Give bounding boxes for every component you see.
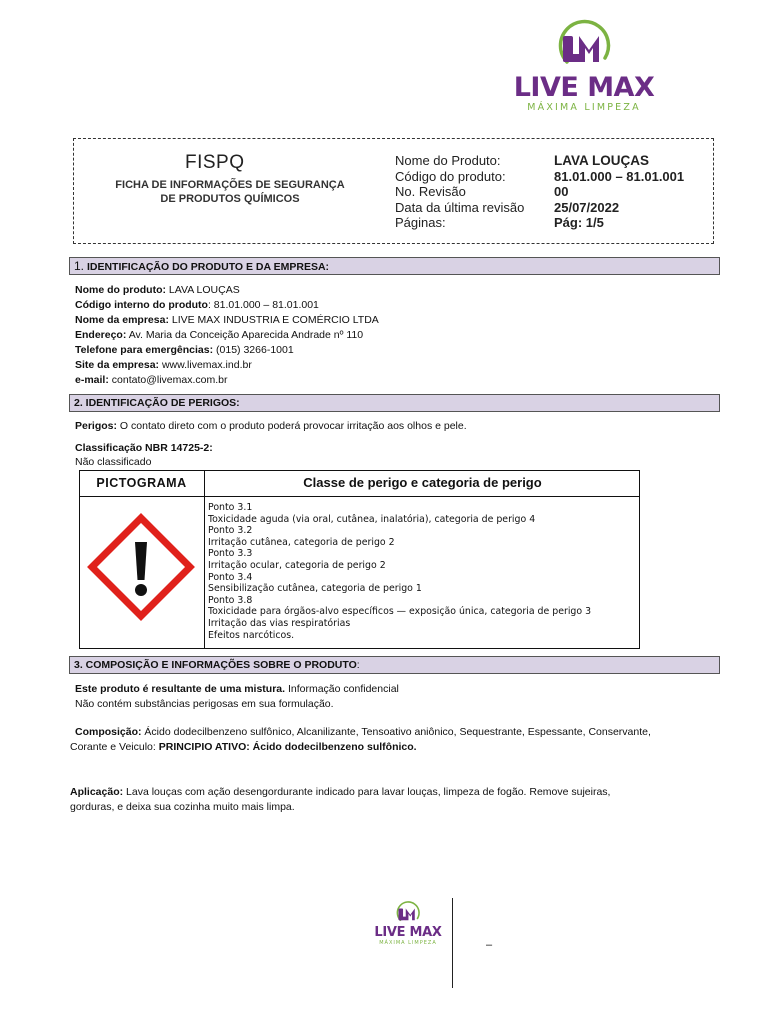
hazard-table-header-pictogram: PICTOGRAMA — [79, 470, 205, 497]
hazard-item: Ponto 3.8 — [208, 594, 253, 606]
section-3-title: 3. COMPOSIÇÃO E INFORMAÇÕES SOBRE O PRODUTO — [74, 659, 357, 671]
hazards-label: Perigos: — [75, 420, 118, 432]
hazard-item: Toxicidade aguda (via oral, cutânea, inalatória), categoria de perigo 4 — [208, 513, 536, 525]
hazard-item: Irritação das vias respiratórias — [208, 617, 351, 629]
hazard-item: Ponto 3.2 — [208, 525, 253, 537]
active-ingredient: PRINCIPIO ATIVO: Ácido dodecilbenzeno sulfônico. — [158, 741, 417, 753]
brand-logo — [508, 18, 660, 114]
field-label: Telefone para emergências: — [75, 344, 214, 356]
field-value: www.livemax.ind.br — [159, 359, 252, 371]
hazard-item: Irritação ocular, categoria de perigo 2 — [208, 559, 386, 571]
section-1-header — [69, 257, 720, 275]
meta-value-product-code: 81.01.000 – 81.01.001 — [554, 168, 685, 184]
field-address — [75, 328, 379, 343]
field-label: Código interno do produto — [75, 299, 208, 311]
hazards-statement — [75, 419, 467, 434]
section-1-title: IDENTIFICAÇÃO DO PRODUTO E DA EMPRESA: — [86, 261, 330, 273]
classification-label: Classificação NBR 14725-2: — [75, 442, 213, 454]
hazard-item: Sensibilização cutânea, categoria de perigo 1 — [208, 583, 422, 595]
field-label: Endereço: — [75, 329, 127, 341]
field-value: : 81.01.000 – 81.01.001 — [207, 299, 319, 311]
section-2-header: 2. IDENTIFICAÇÃO DE PERIGOS: — [69, 394, 720, 412]
hazards-text: O contato direto com o produto poderá provocar irritação aos olhos e pele. — [117, 420, 467, 432]
hazard-item: Toxicidade para órgãos-alvo específicos — exposição única, categoria de perigo 3 — [208, 606, 592, 618]
section-1-number: 1. — [74, 259, 85, 273]
footer-page-dash: – — [486, 939, 493, 951]
meta-label-product-code: Código do produto: — [395, 168, 506, 184]
field-product-name — [75, 283, 379, 298]
field-label: e-mail: — [75, 374, 109, 386]
meta-value-pages: Pág: 1/5 — [554, 215, 604, 230]
meta-value-product-name: LAVA LOUÇAS — [554, 153, 649, 168]
field-value: LIVE MAX INDUSTRIA E COMÉRCIO LTDA — [168, 314, 379, 326]
application-text-line2: gorduras, e deixa sua cozinha muito mais limpa. — [70, 801, 295, 813]
field-label: Nome da empresa: — [75, 314, 169, 326]
hazard-pictogram-cell — [79, 497, 205, 649]
mixture-label: Este produto é resultante de uma mistura. — [75, 683, 286, 695]
meta-value-revision: 00 — [554, 184, 569, 199]
exclamation-mark-hazard-icon — [86, 512, 196, 622]
hazard-item: Irritação cutânea, categoria de perigo 2 — [208, 536, 395, 548]
field-email — [75, 373, 379, 388]
product-meta-labels — [395, 153, 524, 231]
classification-value: Não classificado — [75, 456, 152, 468]
subtitle-line-2: DE PRODUTOS QUÍMICOS — [160, 193, 300, 205]
mixture-text: Informação confidencial — [285, 683, 399, 695]
footer-logo — [368, 900, 448, 947]
footer-brand-name: LIVE MAX — [374, 925, 442, 940]
field-company-name — [75, 313, 379, 328]
footer-divider — [452, 898, 453, 988]
composition-text-line2: Corante e Veiculo: — [70, 741, 159, 753]
field-label: Site da empresa: — [75, 359, 160, 371]
field-label: Nome do produto: — [75, 284, 166, 296]
field-value: LAVA LOUÇAS — [165, 284, 240, 296]
product-meta-values — [554, 153, 684, 231]
field-value: Av. Maria da Conceição Aparecida Andrade nº 110 — [126, 329, 364, 341]
mixture-info — [75, 682, 399, 712]
meta-label-pages: Páginas: — [395, 215, 446, 230]
application — [70, 785, 720, 815]
subtitle-line-1: FICHA DE INFORMAÇÕES DE SEGURANÇA — [115, 179, 345, 191]
field-value: contato@livemax.com.br — [108, 374, 228, 386]
brand-tagline: MÁXIMA LIMPEZA — [527, 102, 641, 113]
composition-text-line1: Ácido dodecilbenzeno sulfônico, Alcanilizante, Tensoativo aniônico, Sequestrante, Espessante, Conservante, — [141, 726, 651, 738]
application-text-line1: Lava louças com ação desengordurante indicado para lavar louças, limpeza de fogão. Remove sujeiras, — [123, 786, 611, 798]
field-internal-code — [75, 298, 379, 313]
hazard-table-header-class: Classe de perigo e categoria de perigo — [205, 470, 640, 497]
brand-name: LIVE MAX — [513, 72, 655, 103]
hazard-item: Ponto 3.4 — [208, 571, 253, 583]
section-3-header — [69, 656, 720, 674]
composition-label: Composição: — [75, 726, 142, 738]
classification — [75, 441, 213, 469]
meta-value-revision-date: 25/07/2022 — [554, 199, 620, 215]
meta-label-revision: No. Revisão — [395, 184, 466, 199]
hazard-item: Efeitos narcóticos. — [208, 629, 295, 641]
footer-brand-tagline: MÁXIMA LIMPEZA — [379, 940, 437, 946]
composition — [70, 725, 720, 755]
hazard-class-list — [208, 502, 591, 641]
hazard-item: Ponto 3.3 — [208, 548, 253, 560]
no-hazard-text: Não contém substâncias perigosas em sua formulação. — [75, 698, 334, 710]
field-website — [75, 358, 379, 373]
live-max-logo-mark-icon — [553, 18, 615, 74]
document-title: FISPQ — [185, 152, 245, 173]
application-label: Aplicação: — [70, 786, 124, 798]
meta-label-revision-date: Data da última revisão — [395, 199, 525, 215]
footer-logo-mark-icon — [394, 900, 422, 926]
field-emergency-phone — [75, 343, 379, 358]
section-1-fields — [75, 283, 379, 388]
field-value: (015) 3266-1001 — [213, 344, 294, 356]
section-3-title-suffix: : — [356, 659, 360, 671]
meta-label-product-name: Nome do Produto: — [395, 153, 501, 168]
hazard-item: Ponto 3.1 — [208, 502, 253, 513]
document-subtitle — [85, 178, 375, 206]
